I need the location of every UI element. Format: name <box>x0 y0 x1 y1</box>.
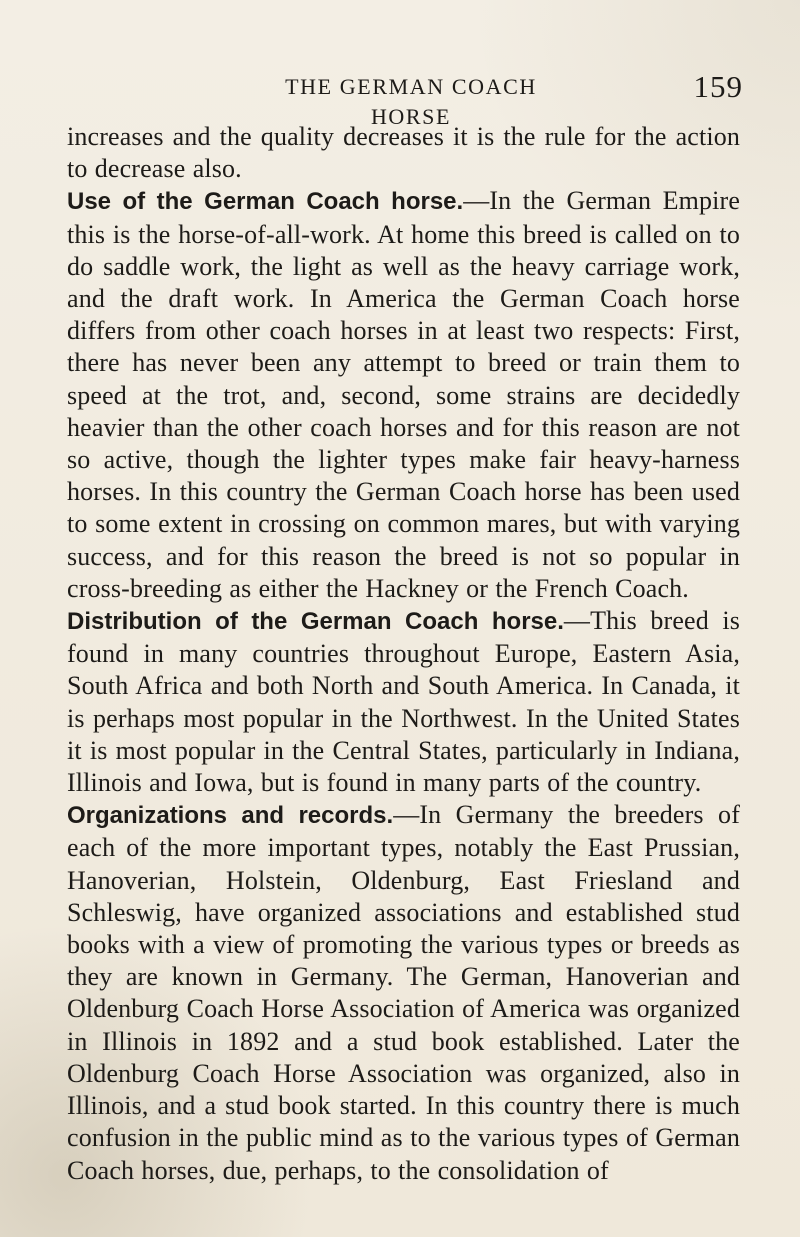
paragraph-text: —In Germany the breeders of each of the more important types, notably the East Prussian, Hanoverian, Holstein, Oldenburg, East Friesland and Schleswig, have organized associations and established stud books with a view of promoting the various types or breeds as they are known in Germany. The German, Hanoverian and Oldenburg Coach Horse Association of America was organized in Illinois in 1892 and a stud book established. Later the Oldenburg Coach Horse Association was organized, also in Illinois, and a stud book started. In this country there is much confusion in the public mind as to the various types of German Coach horses, due, perhaps, to the consolidation of <box>67 800 740 1185</box>
running-head <box>0 69 800 129</box>
page-number: 159 <box>693 69 743 104</box>
section-heading-organizations: Organizations and records. <box>67 802 394 830</box>
running-title: THE GERMAN COACH HORSE <box>285 74 537 129</box>
paragraph-distribution <box>67 605 740 799</box>
paragraph-use <box>67 185 740 605</box>
paragraph-text: increases and the quality decreases it is the rule for the action to decrease also. <box>67 122 740 184</box>
section-heading-distribution: Distribution of the German Coach horse. <box>67 608 564 636</box>
paragraph-text: —This breed is found in many countries throughout Europe, Eastern Asia, South Africa and both North and South America. In Canada, it is perhaps most popular in the Northwest. In the United States it is most popular in the Central States, particularly in Indiana, Illinois and Iowa, but is found in many parts of the country. <box>67 606 741 798</box>
section-heading-use: Use of the German Coach horse. <box>67 188 464 216</box>
paragraph-organizations <box>67 799 740 1186</box>
paragraph-text: —In the German Empire this is the horse-of-all-work. At home this breed is called on to do saddle work, the light as well as the heavy carriage work, and the draft work. In America the German Coach horse differs from other coach horses in at least two respects: First, there has never been any attempt to breed or train them to speed at the trot, and, second, some strains are decidedly heavier than the other coach horses and for this reason are not so active, though the lighter types make fair heavy-harness horses. In this country the German Coach horse has been used to some extent in crossing on common mares, but with varying success, and for this reason the breed is not so popular in cross-breeding as either the Hackney or the French Coach. <box>67 186 741 603</box>
page-body <box>67 121 740 1187</box>
paragraph-continued <box>67 121 740 185</box>
